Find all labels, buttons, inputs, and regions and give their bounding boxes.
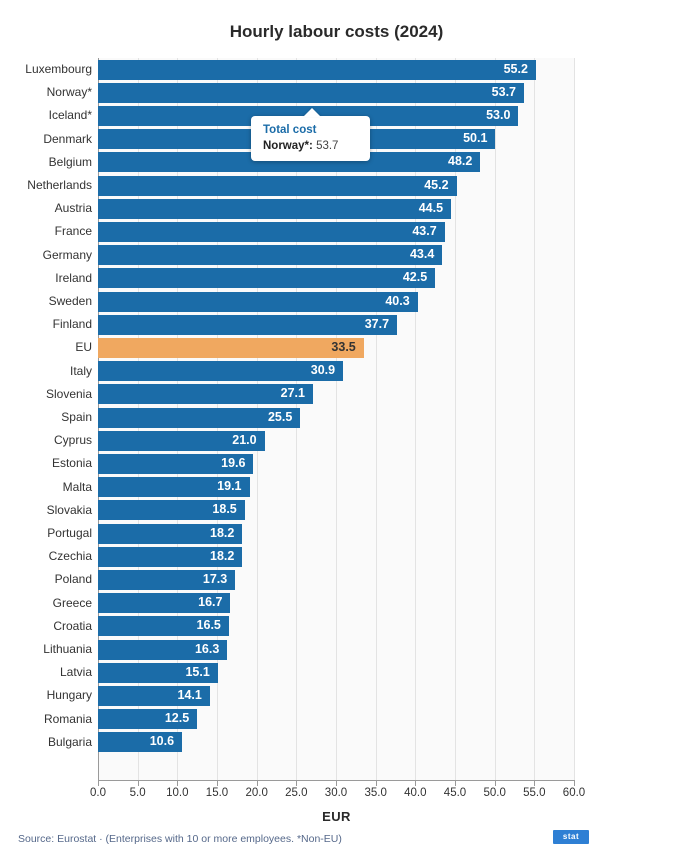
bar-value-label: 42.5 bbox=[402, 270, 428, 285]
bar-value-label: 40.3 bbox=[385, 293, 410, 308]
tooltip-title: Total cost bbox=[263, 124, 317, 136]
x-tick bbox=[257, 781, 258, 786]
bar-row[interactable] bbox=[98, 476, 574, 499]
bar-row[interactable] bbox=[98, 638, 574, 661]
category-label: Finland bbox=[52, 317, 92, 332]
bar-row[interactable] bbox=[98, 174, 574, 197]
bar-value-label: 14.1 bbox=[177, 687, 202, 702]
category-label: Portugal bbox=[47, 526, 92, 540]
bar-value-label: 53.0 bbox=[486, 107, 511, 122]
x-tick bbox=[415, 781, 416, 786]
bar-value-label: 16.3 bbox=[194, 641, 220, 656]
bar-row[interactable] bbox=[98, 58, 574, 81]
bar-value-label: 10.6 bbox=[149, 734, 175, 749]
category-label: Belgium bbox=[48, 154, 92, 169]
bar-row[interactable] bbox=[98, 661, 574, 684]
x-tick-label: 50.0 bbox=[483, 787, 506, 799]
category-label: Poland bbox=[54, 572, 92, 587]
bar-value-label: 19.1 bbox=[217, 479, 242, 494]
bar-row[interactable] bbox=[98, 383, 574, 406]
bar-row[interactable] bbox=[98, 592, 574, 615]
bar[interactable] bbox=[98, 292, 418, 312]
bar-row[interactable] bbox=[98, 267, 574, 290]
category-label: Malta bbox=[62, 479, 92, 494]
source-note: Source: Eurostat · (Enterprises with 10 or more employees. *Non-EU) bbox=[18, 833, 342, 845]
category-label: Germany bbox=[42, 247, 92, 262]
gridline bbox=[574, 58, 575, 780]
bar-value-label: 48.2 bbox=[448, 154, 473, 169]
eurostat-logo-label: stat bbox=[562, 832, 580, 841]
bar-row[interactable] bbox=[98, 684, 574, 707]
x-tick-label: 5.0 bbox=[129, 787, 146, 799]
category-label: Romania bbox=[43, 711, 92, 726]
bar-row[interactable] bbox=[98, 708, 574, 731]
bar-row[interactable] bbox=[98, 568, 574, 591]
bar-value-label: 21.0 bbox=[232, 432, 257, 447]
bar-value-label: 15.1 bbox=[185, 664, 210, 679]
bar-row[interactable] bbox=[98, 220, 574, 243]
category-axis bbox=[0, 58, 92, 780]
category-label: Hungary bbox=[46, 688, 92, 703]
bar[interactable] bbox=[98, 60, 536, 80]
x-tick-label: 45.0 bbox=[443, 787, 467, 799]
x-tick bbox=[534, 781, 535, 786]
x-tick-label: 40.0 bbox=[404, 787, 427, 799]
eurostat-logo[interactable] bbox=[553, 830, 589, 844]
category-label: Italy bbox=[69, 363, 92, 378]
bar-value-label: 50.1 bbox=[463, 131, 488, 146]
bar-row[interactable] bbox=[98, 429, 574, 452]
bar-value-label: 33.5 bbox=[331, 339, 356, 354]
bar[interactable] bbox=[98, 199, 451, 219]
x-tick bbox=[455, 781, 456, 786]
x-tick bbox=[336, 781, 337, 786]
bar-value-label: 12.5 bbox=[164, 711, 190, 726]
x-tick-label: 55.0 bbox=[523, 787, 546, 799]
bar-value-label: 55.2 bbox=[503, 61, 528, 76]
bar-value-label: 37.7 bbox=[364, 316, 390, 331]
category-label: Austria bbox=[54, 201, 92, 216]
category-label: EU bbox=[75, 340, 92, 355]
category-label: Czechia bbox=[48, 549, 92, 564]
bar-value-label: 18.2 bbox=[210, 525, 235, 540]
bar-row[interactable] bbox=[98, 545, 574, 568]
chart-title: Hourly labour costs (2024) bbox=[229, 22, 444, 41]
category-label: Iceland* bbox=[48, 108, 92, 123]
tooltip-arrow bbox=[303, 108, 321, 117]
x-tick-label: 35.0 bbox=[364, 787, 387, 799]
bar-row[interactable] bbox=[98, 81, 574, 104]
category-label: Slovakia bbox=[46, 502, 92, 517]
bar-row[interactable] bbox=[98, 197, 574, 220]
x-tick-label: 30.0 bbox=[324, 787, 348, 799]
tooltip-value: 53.7 bbox=[316, 140, 339, 152]
tooltip-series-name: Norway*: bbox=[263, 140, 313, 152]
bar-row[interactable] bbox=[98, 522, 574, 545]
category-label: Sweden bbox=[48, 294, 92, 308]
category-label: Luxembourg bbox=[25, 62, 92, 76]
bar-value-label: 19.6 bbox=[221, 455, 246, 470]
x-tick bbox=[217, 781, 218, 786]
bar-value-label: 18.2 bbox=[210, 548, 235, 563]
bar-value-label: 43.4 bbox=[409, 247, 435, 262]
x-tick bbox=[177, 781, 178, 786]
bar[interactable] bbox=[98, 315, 397, 335]
tooltip bbox=[251, 116, 370, 161]
bar-value-label: 53.7 bbox=[491, 84, 517, 99]
category-label: Bulgaria bbox=[47, 734, 92, 749]
x-tick bbox=[98, 781, 99, 786]
category-label: Greece bbox=[52, 595, 92, 610]
bar-row[interactable] bbox=[98, 452, 574, 475]
bar-value-label: 17.3 bbox=[202, 571, 228, 586]
category-label: Slovenia bbox=[45, 386, 92, 401]
x-tick bbox=[296, 781, 297, 786]
bar[interactable] bbox=[98, 83, 524, 103]
plot-area bbox=[98, 58, 574, 783]
category-label: Lithuania bbox=[43, 642, 92, 656]
x-tick bbox=[574, 781, 575, 786]
bar-row[interactable] bbox=[98, 313, 574, 336]
x-axis-title: EUR bbox=[322, 809, 351, 824]
tooltip-row bbox=[263, 140, 360, 152]
category-label: Norway* bbox=[46, 85, 92, 100]
x-tick-label: 25.0 bbox=[285, 787, 308, 799]
bar[interactable] bbox=[98, 268, 435, 288]
category-label: Croatia bbox=[53, 618, 92, 633]
bar-row[interactable] bbox=[98, 406, 574, 429]
bar-value-label: 44.5 bbox=[418, 200, 444, 215]
bar[interactable] bbox=[98, 176, 457, 196]
x-axis bbox=[90, 780, 586, 804]
bar-row[interactable] bbox=[98, 731, 574, 754]
x-tick bbox=[495, 781, 496, 786]
x-tick-label: 0.0 bbox=[90, 787, 106, 799]
bar[interactable] bbox=[98, 338, 364, 358]
bar-value-label: 16.7 bbox=[198, 595, 223, 610]
bar-value-label: 30.9 bbox=[310, 363, 336, 378]
category-label: Cyprus bbox=[53, 433, 92, 448]
bar-row[interactable] bbox=[98, 499, 574, 522]
bar-row[interactable] bbox=[98, 360, 574, 383]
bar-value-label: 16.5 bbox=[196, 618, 221, 633]
x-tick-label: 10.0 bbox=[166, 787, 189, 799]
category-label: France bbox=[54, 224, 92, 239]
category-label: Estonia bbox=[51, 456, 92, 471]
category-label: Netherlands bbox=[27, 178, 92, 192]
x-tick bbox=[138, 781, 139, 786]
bar-row[interactable] bbox=[98, 615, 574, 638]
category-label: Latvia bbox=[59, 665, 92, 680]
category-label: Ireland bbox=[55, 270, 92, 285]
bar-value-label: 45.2 bbox=[424, 177, 449, 192]
bar-value-label: 25.5 bbox=[267, 409, 293, 424]
footer bbox=[0, 830, 673, 854]
bar-value-label: 43.7 bbox=[412, 223, 437, 238]
bar-value-label: 27.1 bbox=[280, 386, 305, 401]
x-tick-label: 15.0 bbox=[205, 787, 229, 799]
bar-row[interactable] bbox=[98, 244, 574, 267]
bar-row[interactable] bbox=[98, 336, 574, 359]
bar-row[interactable] bbox=[98, 290, 574, 313]
category-label: Denmark bbox=[43, 131, 92, 146]
x-tick bbox=[376, 781, 377, 786]
x-tick-label: 60.0 bbox=[562, 787, 586, 799]
bar-value-label: 18.5 bbox=[212, 502, 237, 517]
bar[interactable] bbox=[98, 361, 343, 381]
category-label: Spain bbox=[61, 410, 92, 424]
x-tick-label: 20.0 bbox=[245, 787, 268, 799]
bar[interactable] bbox=[98, 222, 445, 242]
bar[interactable] bbox=[98, 245, 442, 265]
